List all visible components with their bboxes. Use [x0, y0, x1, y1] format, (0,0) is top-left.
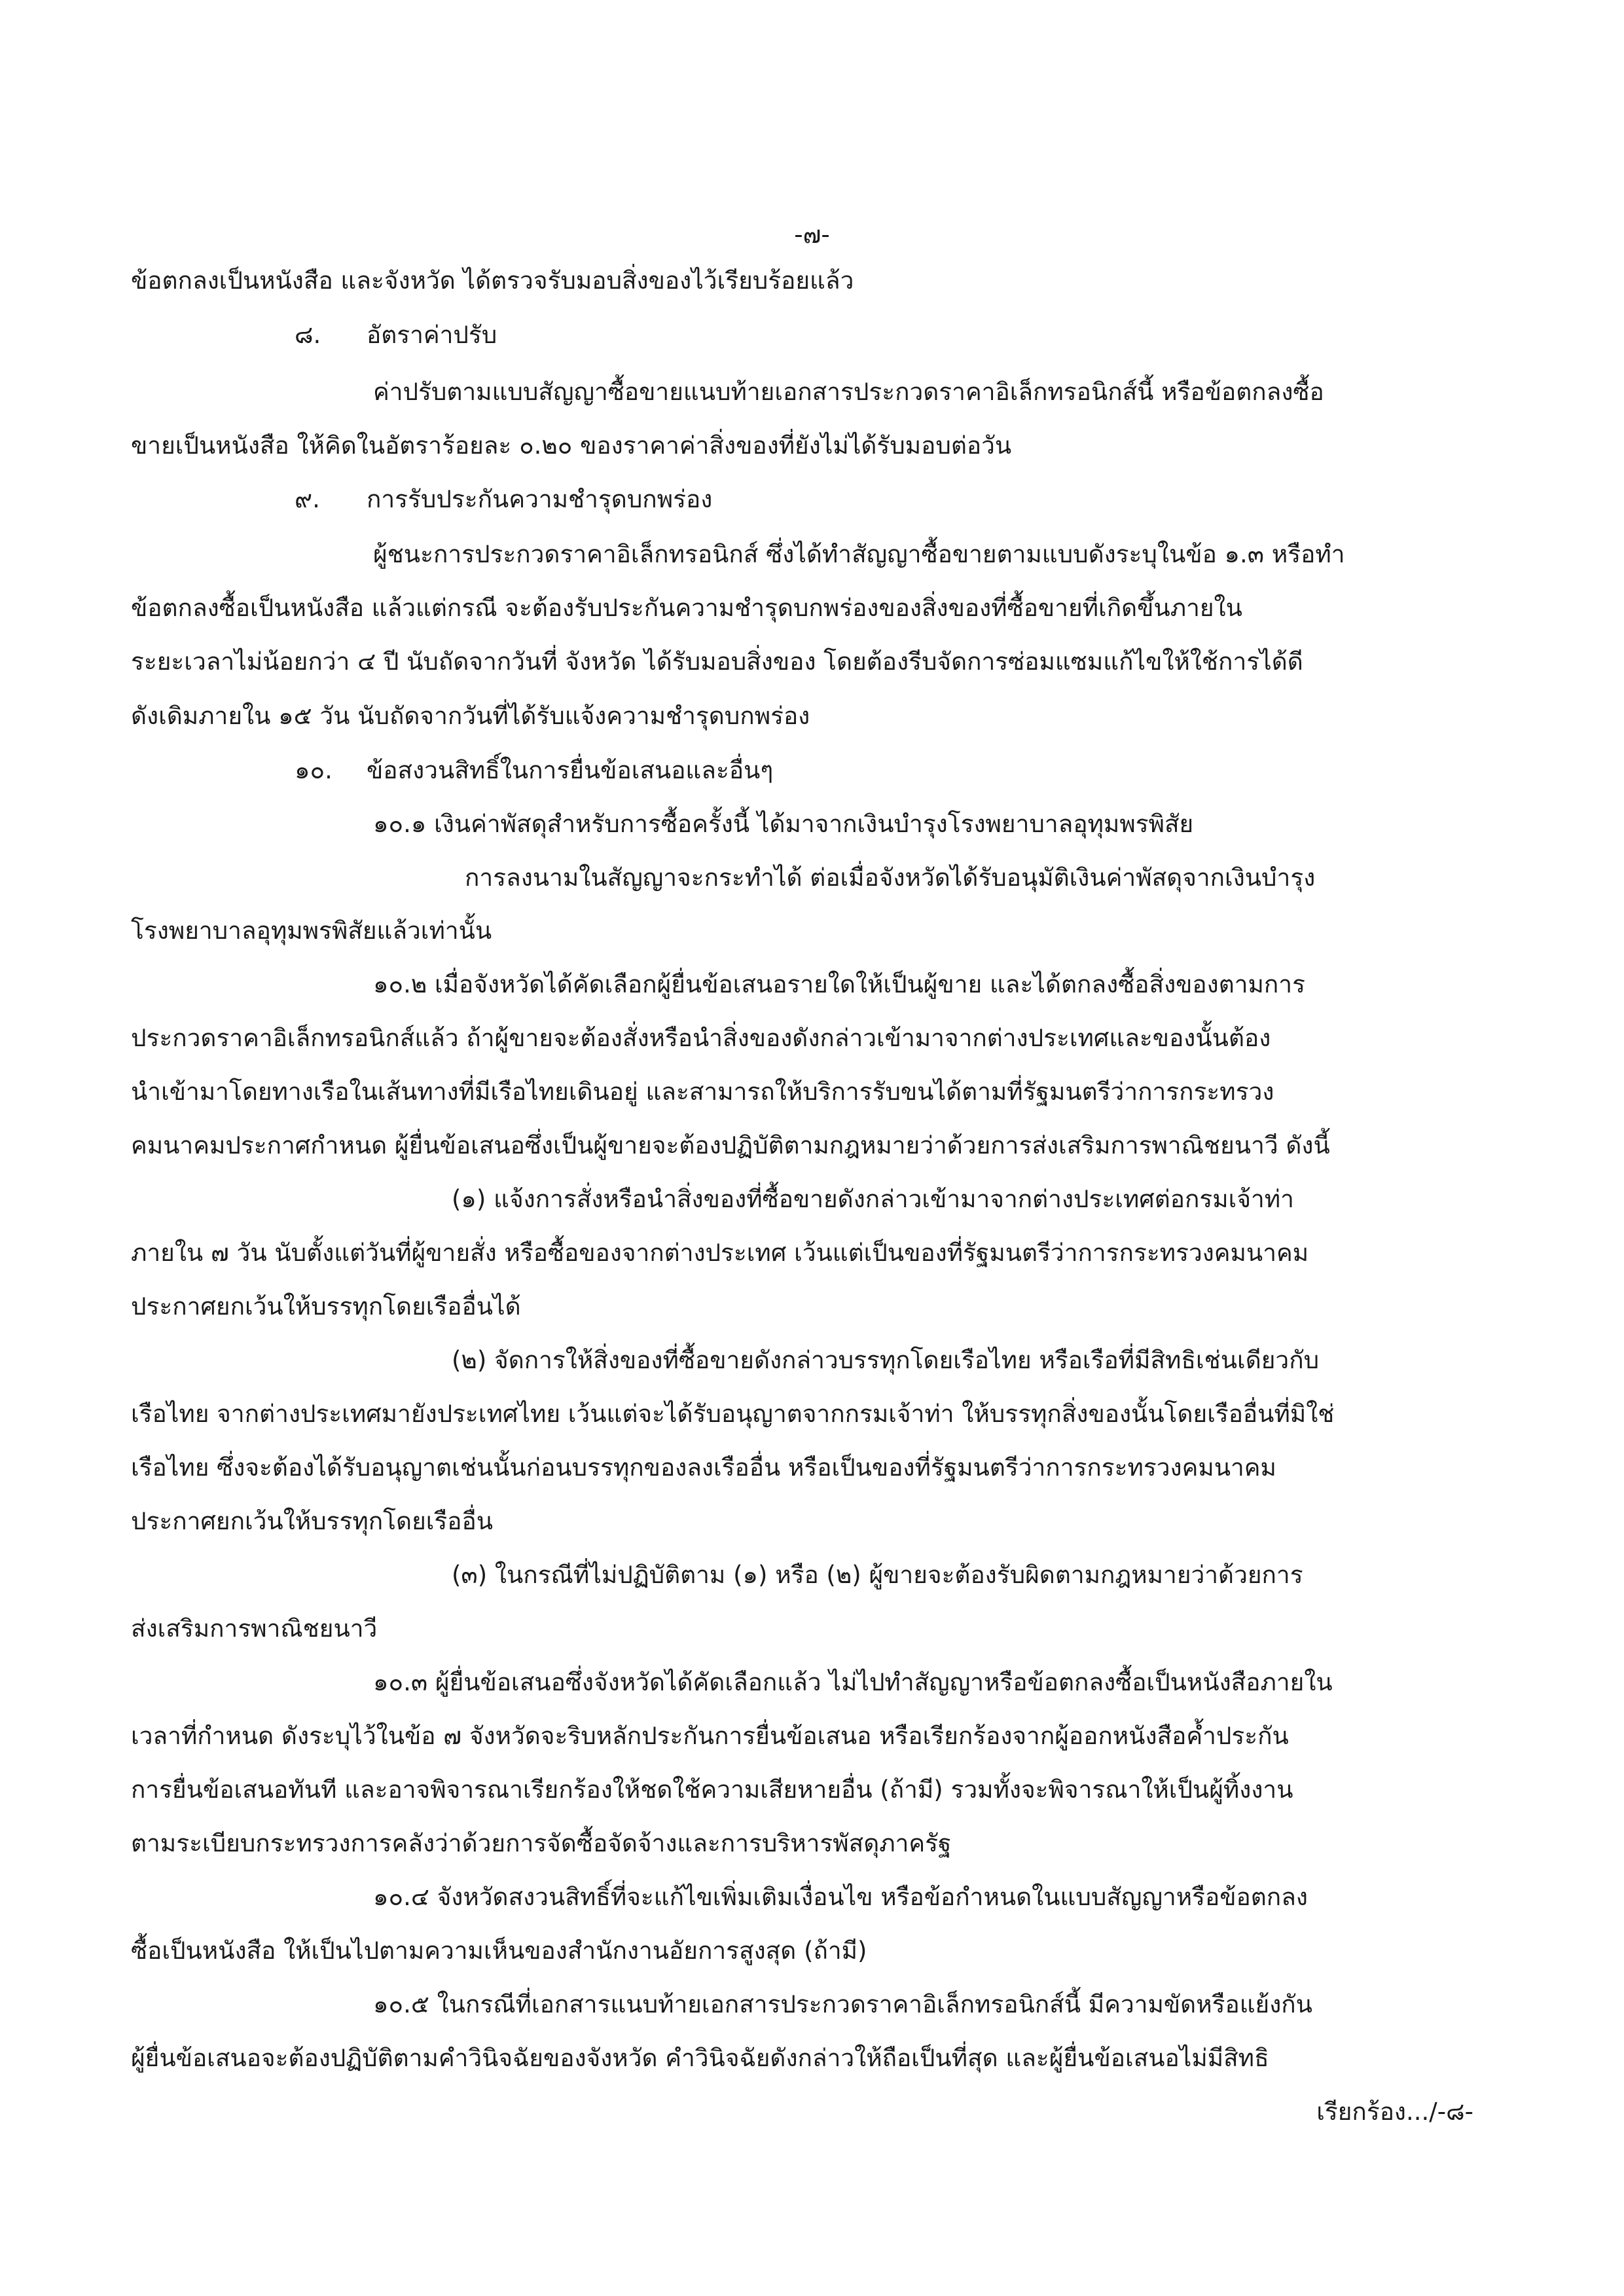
paragraph-line: ภายใน ๗ วัน นับตั้งแต่วันที่ผู้ขายสั่ง หรือซื้อของจากต่างประเทศ เว้นแต่เป็นของที่รัฐมนตรีว่าการกระทรวงคมนาคม [131, 1239, 1309, 1267]
paragraph-line: ประกาศยกเว้นให้บรรทุกโดยเรืออื่นได้ [131, 1292, 521, 1321]
paragraph-line: ส่งเสริมการพาณิชยนาวี [131, 1614, 378, 1643]
paragraph-line: ผู้ยื่นข้อเสนอจะต้องปฏิบัติตามคำวินิจฉัยของจังหวัด คำวินิจฉัยดังกล่าวให้ถือเป็นที่สุด และผู้ยื่นข้อเสนอไม่มีสิทธิ [131, 2044, 1269, 2072]
section-heading-9 [295, 487, 712, 511]
paragraph-line: ข้อตกลงซื้อเป็นหนังสือ แล้วแต่กรณี จะต้องรับประกันความชำรุดบกพร่องของสิ่งของที่ซื้อขายที่เกิดขึ้นภายใน [131, 594, 1242, 622]
paragraph-line: (๑) แจ้งการสั่งหรือนำสิ่งของที่ซื้อขายดังกล่าวเข้ามาจากต่างประเทศต่อกรมเจ้าท่า [452, 1185, 1294, 1213]
paragraph-line: การยื่นข้อเสนอทันที และอาจพิจารณาเรียกร้องให้ชดใช้ความเสียหายอื่น (ถ้ามี) รวมทั้งจะพิจารณาให้เป็นผู้ทิ้งงาน [131, 1776, 1293, 1804]
section-heading-8 [295, 323, 497, 347]
paragraph-line: การลงนามในสัญญาจะกระทำได้ ต่อเมื่อจังหวัดได้รับอนุมัติเงินค่าพัสดุจากเงินบำรุง [465, 864, 1316, 892]
paragraph-line: ๑๐.๑ เงินค่าพัสดุสำหรับการซื้อครั้งนี้ ได้มาจากเงินบำรุงโรงพยาบาลอุทุมพรพิสัย [373, 810, 1194, 838]
paragraph-line: ผู้ชนะการประกวดราคาอิเล็กทรอนิกส์ ซึ่งได้ทำสัญญาซื้อขายตามแบบดังระบุในข้อ ๑.๓ หรือทำ [373, 540, 1345, 568]
section-heading-10 [295, 758, 773, 782]
section-title: อัตราค่าปรับ [367, 321, 497, 349]
section-number: ๙. [295, 485, 320, 513]
paragraph-line: ๑๐.๓ ผู้ยื่นข้อเสนอซึ่งจังหวัดได้คัดเลือกแล้ว ไม่ไปทำสัญญาหรือข้อตกลงซื้อเป็นหนังสือภายใน [373, 1668, 1333, 1696]
paragraph-line: คมนาคมประกาศกำหนด ผู้ยื่นข้อเสนอซึ่งเป็นผู้ขายจะต้องปฏิบัติตามกฎหมายว่าด้วยการส่งเสริมการพาณิชยนาวี ดังนี้ [131, 1131, 1330, 1159]
paragraph-line: เรือไทย ซึ่งจะต้องได้รับอนุญาตเช่นนั้นก่อนบรรทุกของลงเรืออื่น หรือเป็นของที่รัฐมนตรีว่าการกระทรวงคมนาคม [131, 1453, 1276, 1482]
paragraph-line: ตามระเบียบกระทรวงการคลังว่าด้วยการจัดซื้อจัดจ้างและการบริหารพัสดุภาครัฐ [131, 1829, 952, 1857]
page-number: -๗- [794, 221, 830, 249]
paragraph-line: เรือไทย จากต่างประเทศมายังประเทศไทย เว้นแต่จะได้รับอนุญาตจากกรมเจ้าท่า ให้บรรทุกสิ่งของนั้นโดยเรืออื่นที่มิใช่ [131, 1400, 1335, 1428]
paragraph-line: (๒) จัดการให้สิ่งของที่ซื้อขายดังกล่าวบรรทุกโดยเรือไทย หรือเรือที่มีสิทธิเช่นเดียวกับ [452, 1346, 1320, 1374]
section-title: การรับประกันความชำรุดบกพร่อง [367, 485, 713, 513]
paragraph-line: ดังเดิมภายใน ๑๕ วัน นับถัดจากวันที่ได้รับแจ้งความชำรุดบกพร่อง [131, 702, 810, 730]
section-number: ๘. [295, 321, 321, 349]
paragraph-line: ๑๐.๔ จังหวัดสงวนสิทธิ์ที่จะแก้ไขเพิ่มเติมเงื่อนไข หรือข้อกำหนดในแบบสัญญาหรือข้อตกลง [373, 1883, 1308, 1911]
paragraph-line: ประกาศยกเว้นให้บรรทุกโดยเรืออื่น [131, 1507, 494, 1535]
paragraph-line: (๓) ในกรณีที่ไม่ปฏิบัติตาม (๑) หรือ (๒) ผู้ขายจะต้องรับผิดตามกฎหมายว่าด้วยการ [452, 1561, 1303, 1589]
section-number: ๑๐. [295, 756, 333, 784]
paragraph-line: ๑๐.๒ เมื่อจังหวัดได้คัดเลือกผู้ยื่นข้อเสนอรายใดให้เป็นผู้ขาย และได้ตกลงซื้อสิ่งของตามการ [373, 970, 1305, 998]
paragraph-line: ๑๐.๕ ในกรณีที่เอกสารแนบท้ายเอกสารประกวดราคาอิเล็กทรอนิกส์นี้ มีความขัดหรือแย้งกัน [373, 1990, 1312, 2018]
paragraph-line: โรงพยาบาลอุทุมพรพิสัยแล้วเท่านั้น [131, 917, 492, 945]
section-title: ข้อสงวนสิทธิ์ในการยื่นข้อเสนอและอื่นๆ [367, 756, 774, 784]
continuation-note: เรียกร้อง.../-๘- [1316, 2098, 1473, 2126]
paragraph-line: ซื้อเป็นหนังสือ ให้เป็นไปตามความเห็นของสำนักงานอัยการสูงสุด (ถ้ามี) [131, 1937, 867, 1965]
paragraph-line: ข้อตกลงเป็นหนังสือ และจังหวัด ได้ตรวจรับมอบสิ่งของไว้เรียบร้อยแล้ว [131, 266, 854, 295]
paragraph-line: ประกวดราคาอิเล็กทรอนิกส์แล้ว ถ้าผู้ขายจะต้องสั่งหรือนำสิ่งของดังกล่าวเข้ามาจากต่างประเทศและของนั้นต้อง [131, 1024, 1271, 1052]
paragraph-line: นำเข้ามาโดยทางเรือในเส้นทางที่มีเรือไทยเดินอยู่ และสามารถให้บริการรับขนได้ตามที่รัฐมนตรีว่าการกระทรวง [131, 1078, 1274, 1106]
paragraph-line: ค่าปรับตามแบบสัญญาซื้อขายแนบท้ายเอกสารประกวดราคาอิเล็กทรอนิกส์นี้ หรือข้อตกลงซื้อ [373, 378, 1324, 406]
paragraph-line: เวลาที่กำหนด ดังระบุไว้ในข้อ ๗ จังหวัดจะริบหลักประกันการยื่นข้อเสนอ หรือเรียกร้องจากผู้ออกหนังสือค้ำประกัน [131, 1722, 1289, 1750]
paragraph-line: ขายเป็นหนังสือ ให้คิดในอัตราร้อยละ ๐.๒๐ ของราคาค่าสิ่งของที่ยังไม่ได้รับมอบต่อวัน [131, 431, 1012, 460]
paragraph-line: ระยะเวลาไม่น้อยกว่า ๔ ปี นับถัดจากวันที่ จังหวัด ได้รับมอบสิ่งของ โดยต้องรีบจัดการซ่อมแซมแก้ไขให้ใช้การได้ดี [131, 647, 1303, 676]
